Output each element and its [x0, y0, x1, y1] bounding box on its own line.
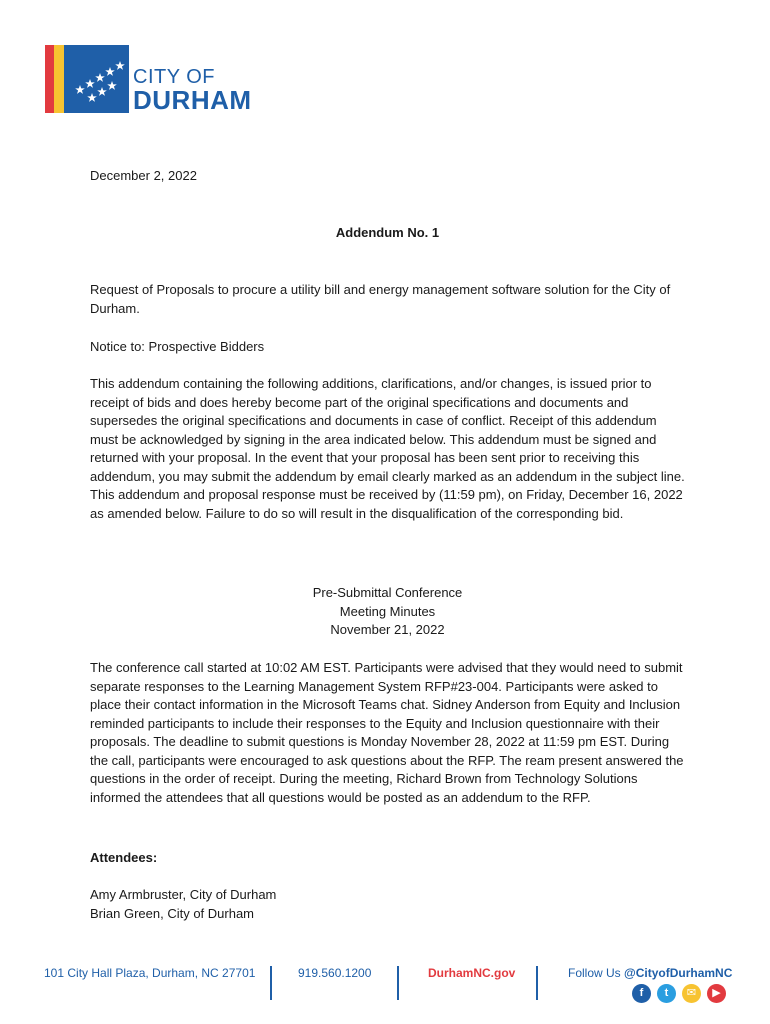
footer-divider — [536, 966, 538, 1000]
footer-website-link[interactable]: DurhamNC.gov — [428, 966, 516, 980]
conference-title: Pre-Submittal Conference — [312, 585, 463, 600]
conference-title-block — [90, 584, 685, 640]
facebook-icon[interactable]: f — [632, 984, 651, 1003]
attendee-item: Amy Armbruster, City of Durham — [90, 887, 277, 902]
city-of-durham-logo — [45, 45, 265, 115]
footer-phone: 919.560.1200 — [298, 966, 372, 980]
attendee-item: Brian Green, City of Durham — [90, 905, 255, 921]
footer-follow — [568, 966, 732, 980]
footer-social-handle[interactable]: @CityofDurhamNC — [624, 966, 733, 980]
meeting-minutes-title: Meeting Minutes — [339, 603, 436, 619]
youtube-icon[interactable]: ▶ — [707, 984, 726, 1003]
footer-divider — [397, 966, 399, 1000]
letter-date: December 2, 2022 — [90, 168, 197, 183]
twitter-icon[interactable]: t — [657, 984, 676, 1003]
footer-address: 101 City Hall Plaza, Durham, NC 27701 — [44, 966, 256, 980]
addendum-heading: Addendum No. 1 — [335, 225, 440, 240]
logo-yellow-stripe — [54, 45, 64, 113]
stars-icon — [72, 55, 132, 105]
logo-durham: DURHAM — [133, 85, 252, 115]
conference-date: November 21, 2022 — [330, 622, 445, 637]
footer-follow-prefix: Follow Us — [568, 966, 625, 980]
addendum-body: This addendum containing the following additions, clarifications, and/or changes, is issued prior to receipt of bids and does hereby become part of the original specifications and documents and supersedes the original specifications and documents in case of conflict. Receipt of this addendum must be acknowledged by signing in the area indicated below. This addendum must be signed and returned with your proposal. In the event that your proposal has been sent prior to receiving this addendum, you may submit the addendum by email clearly marked as an addendum in the subject line. This addendum and proposal response must be received by (11:59 pm), on Friday, December 16, 2022 as amended below. Failure to do so will result in the disqualification of the corresponding bid. — [90, 376, 685, 521]
minutes-body: The conference call started at 10:02 AM EST. Participants were advised that they would need to submit separate responses to the Learning Management System RFP#23-004. Participants were asked to place their contact information in the Microsoft Teams chat. Sidney Anderson from Equity and Inclusion reminded participants to include their responses to the Equity and Inclusion questionnaire with their proposals. The deadline to submit questions is Monday November 28, 2022 at 11:59 pm EST. During the call, participants were encouraged to ask questions about the RFP. The ream present answered the questions in the order of receipt. During the meeting, Richard Brown from Technology Solutions informed the attendees that all questions would be posted as an addendum to the RFP. — [90, 660, 684, 805]
rfp-intro: Request of Proposals to procure a utility bill and energy management software solution for the City of Durham. — [90, 282, 671, 316]
email-icon[interactable]: ✉ — [682, 984, 701, 1003]
logo-red-stripe — [45, 45, 54, 113]
logo-city-of: CITY OF — [133, 66, 216, 88]
footer-divider — [270, 966, 272, 1000]
page-footer — [0, 962, 770, 1012]
attendees-list — [90, 886, 685, 923]
notice-line: Notice to: Prospective Bidders — [90, 339, 265, 354]
attendees-heading: Attendees: — [90, 850, 158, 865]
